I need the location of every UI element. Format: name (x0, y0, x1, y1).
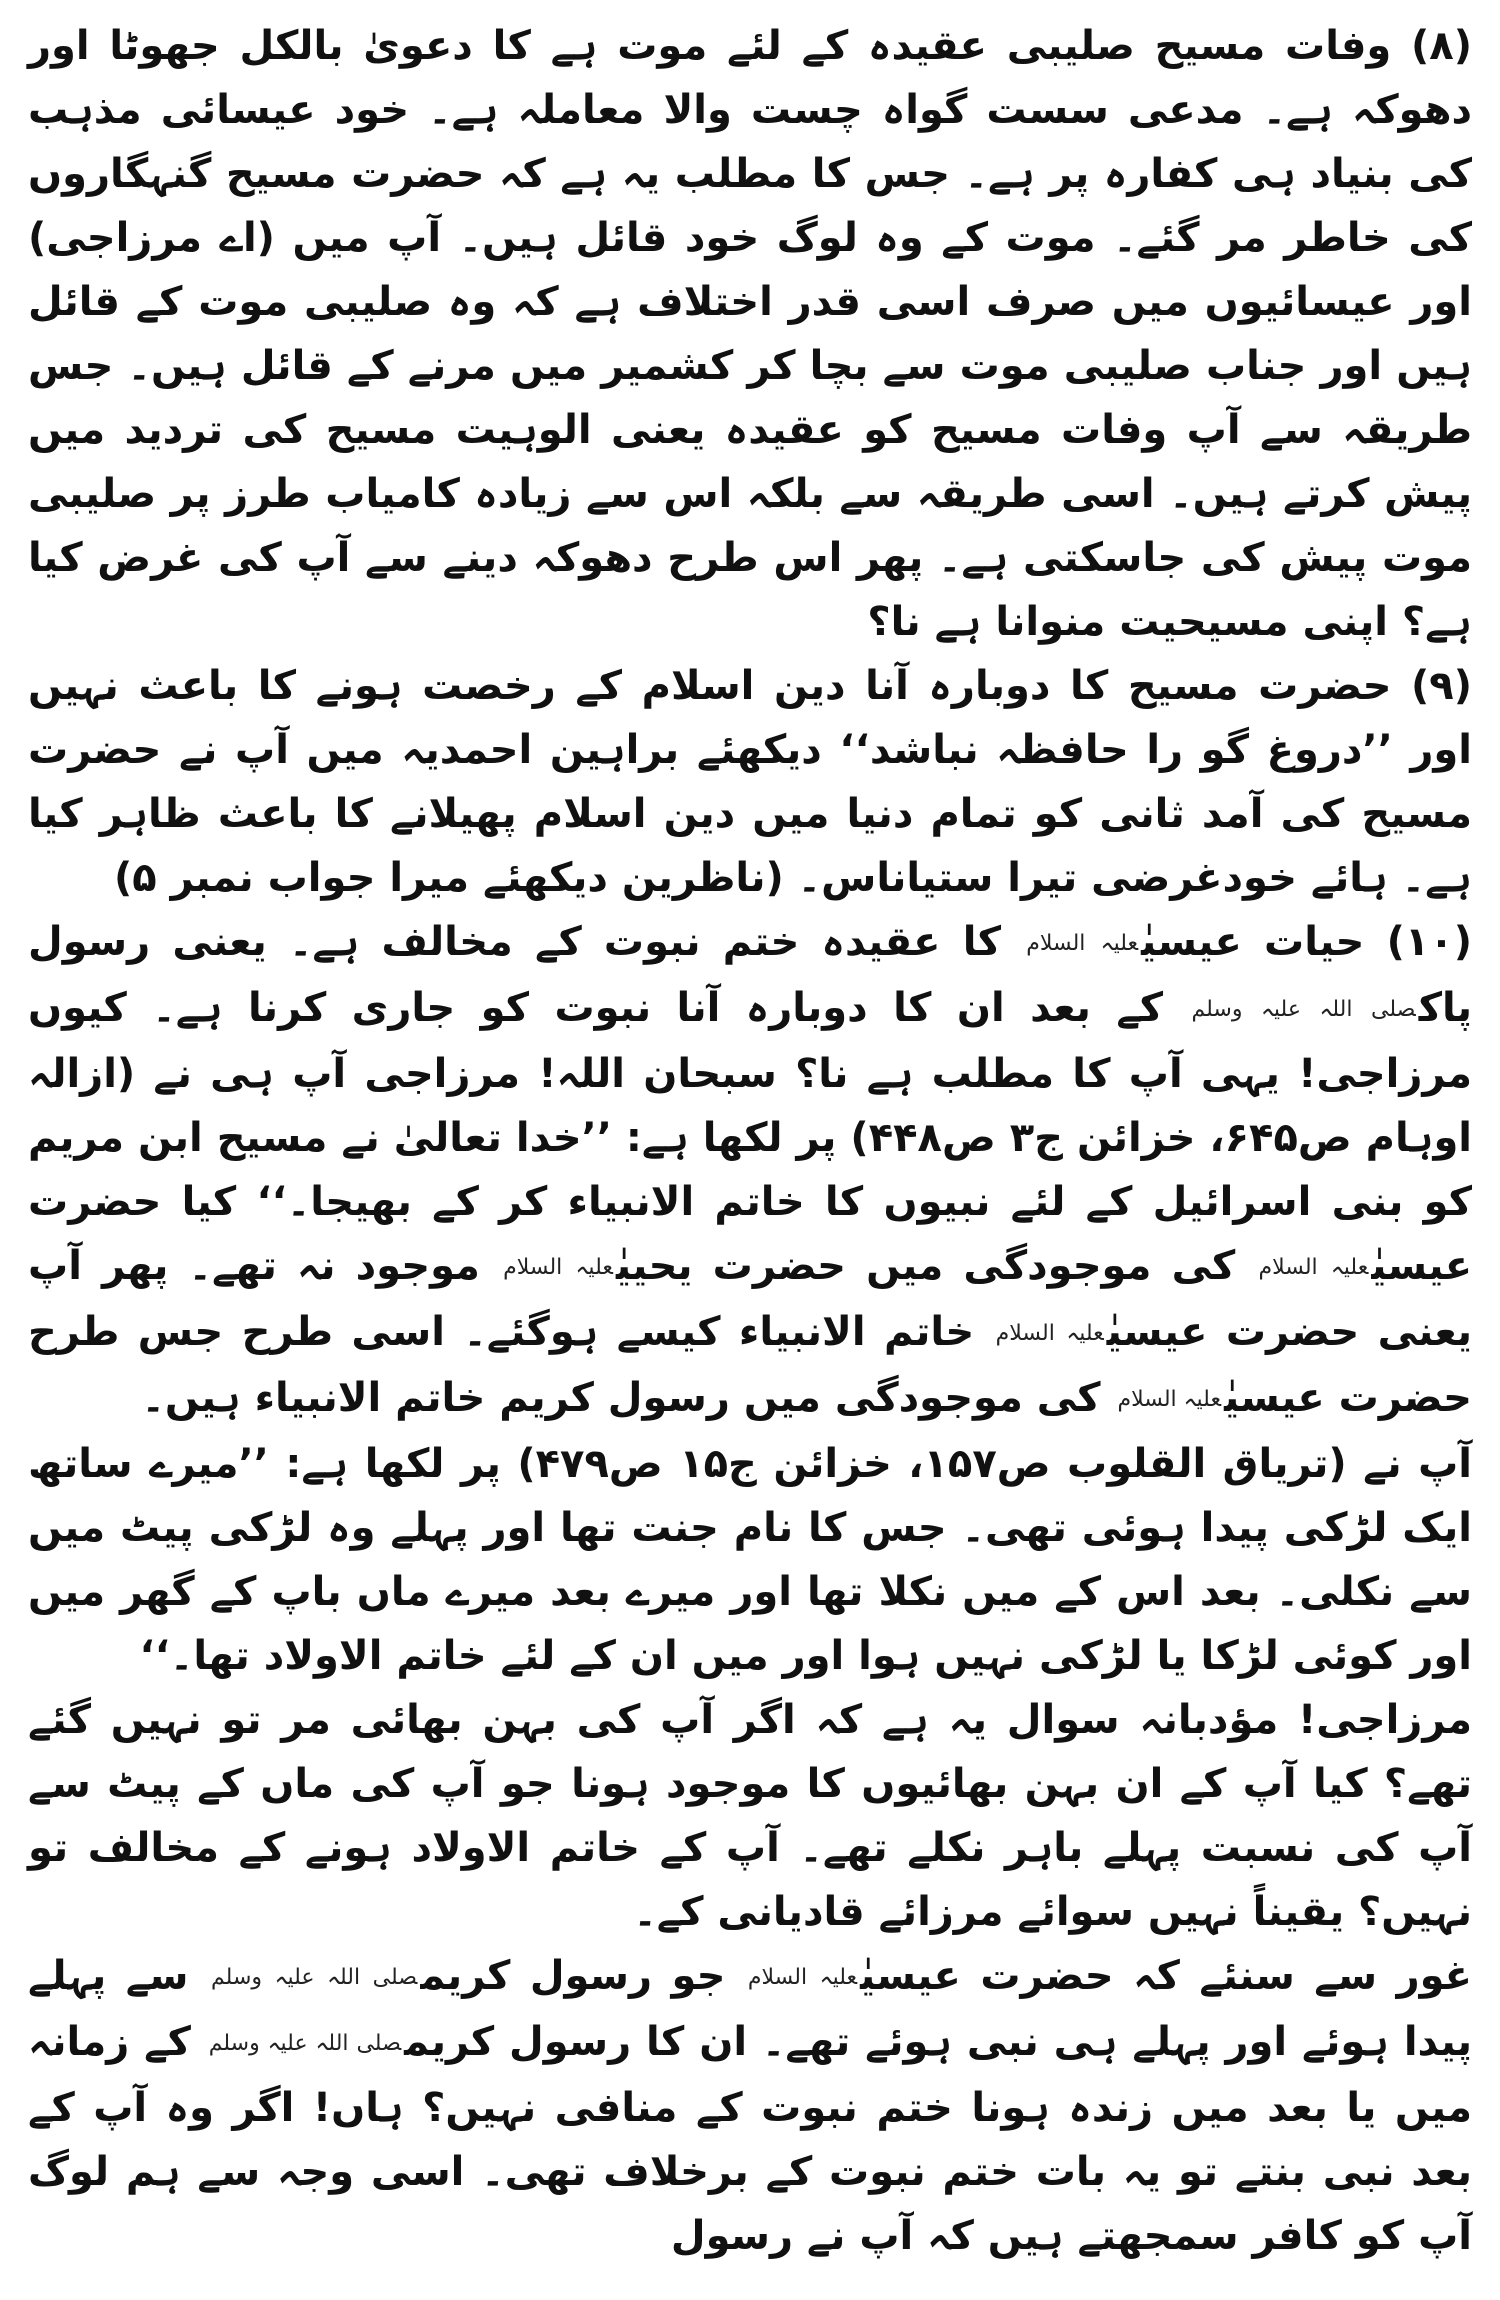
paragraph-text: کے بعد ان کا دوبارہ آنا نبوت کو جاری کرنا ہے۔ کیوں مرزاجی! یہی آپ کا مطلب ہے نا؟ سبحان اللہ! مرزاجی آپ ہی نے (ازالہ اوہام ص۶۴۵، خزائن ج۳ ص۴۴۸) پر لکھا ہے: ’’خدا تعالیٰ نے مسیح ابن مریم کو بنی اسرائیل کے لئے نبیوں کا خاتم الانبیاء کر کے بھیجا۔‘‘ کیا حضرت عیسیٰ (28, 985, 1473, 1289)
paragraph-text: کے زمانہ میں یا بعد میں زندہ ہونا ختم نبوت کے منافی نہیں؟ ہاں! اگر وہ آپ کے بعد نبی بنتے تو یہ بات ختم نبوت کے برخلاف تھی۔ اسی وجہ سے ہم لوگ آپ کو کافر سمجھتے ہیں کہ آپ نے رسول (28, 2019, 1472, 2259)
honorific-alayhis-salam: علیہ السلام (1258, 1255, 1369, 1280)
urdu-text-body (28, 14, 1472, 2268)
honorific-alayhis-salam: علیہ السلام (1117, 1387, 1222, 1412)
paragraph-text: مرزاجی! مؤدبانہ سوال یہ ہے کہ اگر آپ کی بہن بھائی مر تو نہیں گئے تھے؟ کیا آپ کے ان بہن بھائیوں کا موجود ہونا جو آپ کی ماں کے پیٹ سے آپ کی نسبت پہلے باہر نکلے تھے۔ آپ کے خاتم الاولاد ہونے کے مخالف تو نہیں؟ یقیناً نہیں سوائے مرزائے قادیانی کے۔ (28, 1697, 1472, 1935)
paragraph-text: آپ نے (تریاق القلوب ص۱۵۷، خزائن ج۱۵ ص۴۷۹) پر لکھا ہے: ’’میرے ساتھ ایک لڑکی پیدا ہوئی تھی۔ جس کا نام جنت تھا اور پہلے وہ لڑکی پیٹ میں سے نکلی۔ بعد اس کے میں نکلا تھا اور میرے بعد میرے ماں باپ کے گھر میں اور کوئی لڑکا یا لڑکی نہیں ہوا اور میں ان کے لئے خاتم الاولاد تھا۔‘‘ (28, 1441, 1473, 1679)
paragraph-text: کی موجودگی میں رسول کریم خاتم الانبیاء ہیں۔ (141, 1375, 1115, 1421)
paragraph-text: کا عقیدہ ختم نبوت کے مخالف ہے۔ یعنی رسول پاک (28, 919, 1473, 1031)
paragraph-conclusion (28, 1944, 1472, 2268)
honorific-alayhis-salam: علیہ السلام (1026, 931, 1139, 956)
paragraph-quote-tiryaq (28, 1432, 1472, 1688)
paragraph-10 (28, 910, 1472, 1432)
paragraph-text: جو رسول کریم (420, 1953, 745, 1999)
paragraph-text: سے پہلے پیدا ہوئے اور پہلے ہی نبی ہوئے تھے۔ ان کا رسول کریم (28, 1953, 1472, 2065)
honorific-salallahu-alayhi-wasallam: صلی اللہ علیہ وسلم (1191, 997, 1416, 1022)
honorific-salallahu-alayhi-wasallam: صلی اللہ علیہ وسلم (208, 2031, 402, 2056)
paragraph-text: (۱۰) حیات عیسیٰ (1141, 919, 1472, 965)
paragraph-text: کی موجودگی میں حضرت یحییٰ (615, 1243, 1256, 1289)
paragraph-text: غور سے سنئے کہ حضرت عیسیٰ (860, 1953, 1473, 1999)
paragraph-9 (28, 654, 1472, 910)
honorific-salallahu-alayhi-wasallam: صلی اللہ علیہ وسلم (211, 1965, 418, 1990)
honorific-alayhis-salam: علیہ السلام (995, 1321, 1104, 1346)
paragraph-text: خاتم الانبیاء کیسے ہوگئے۔ اسی طرح جس طرح حضرت عیسیٰ (28, 1309, 1472, 1421)
paragraph-8 (28, 14, 1472, 654)
paragraph-question (28, 1688, 1472, 1944)
paragraph-text: (۹) حضرت مسیح کا دوبارہ آنا دین اسلام کے رخصت ہونے کا باعث نہیں اور ’’دروغ گو را حافظہ نباشد‘‘ دیکھئے براہین احمدیہ میں آپ نے حضرت مسیح کی آمد ثانی کو تمام دنیا میں دین اسلام پھیلانے کا باعث ظاہر کیا ہے۔ ہائے خودغرضی تیرا ستیاناس۔ (ناظرین دیکھئے میرا جواب نمبر ۵) (28, 663, 1472, 901)
paragraph-text: موجود نہ تھے۔ پھر آپ یعنی حضرت عیسیٰ (28, 1243, 1473, 1355)
honorific-alayhis-salam: علیہ السلام (503, 1255, 613, 1280)
paragraph-text: (۸) وفات مسیح صلیبی عقیدہ کے لئے موت ہے کا دعویٰ بالکل جھوٹا اور دھوکہ ہے۔ مدعی سست گواہ چست والا معاملہ ہے۔ خود عیسائی مذہب کی بنیاد ہی کفارہ پر ہے۔ جس کا مطلب یہ ہے کہ حضرت مسیح گنہگاروں کی خاطر مر گئے۔ موت کے وہ لوگ خود قائل ہیں۔ آپ میں (اے مرزاجی) اور عیسائیوں میں صرف اسی قدر اختلاف ہے کہ وہ صلیبی موت کے قائل ہیں اور جناب صلیبی موت سے بچا کر کشمیر میں مرنے کے قائل ہیں۔ جس طریقہ سے آپ وفات مسیح کو عقیدہ یعنی الوہیت مسیح کی تردید میں پیش کرتے ہیں۔ اسی طریقہ سے بلکہ اس سے زیادہ کامیاب طرز پر صلیبی موت پیش کی جاسکتی ہے۔ پھر اس طرح دھوکہ دینے سے آپ کی غرض کیا ہے؟ اپنی مسیحیت منوانا ہے نا؟ (28, 23, 1472, 645)
honorific-alayhis-salam: علیہ السلام (747, 1965, 858, 1990)
